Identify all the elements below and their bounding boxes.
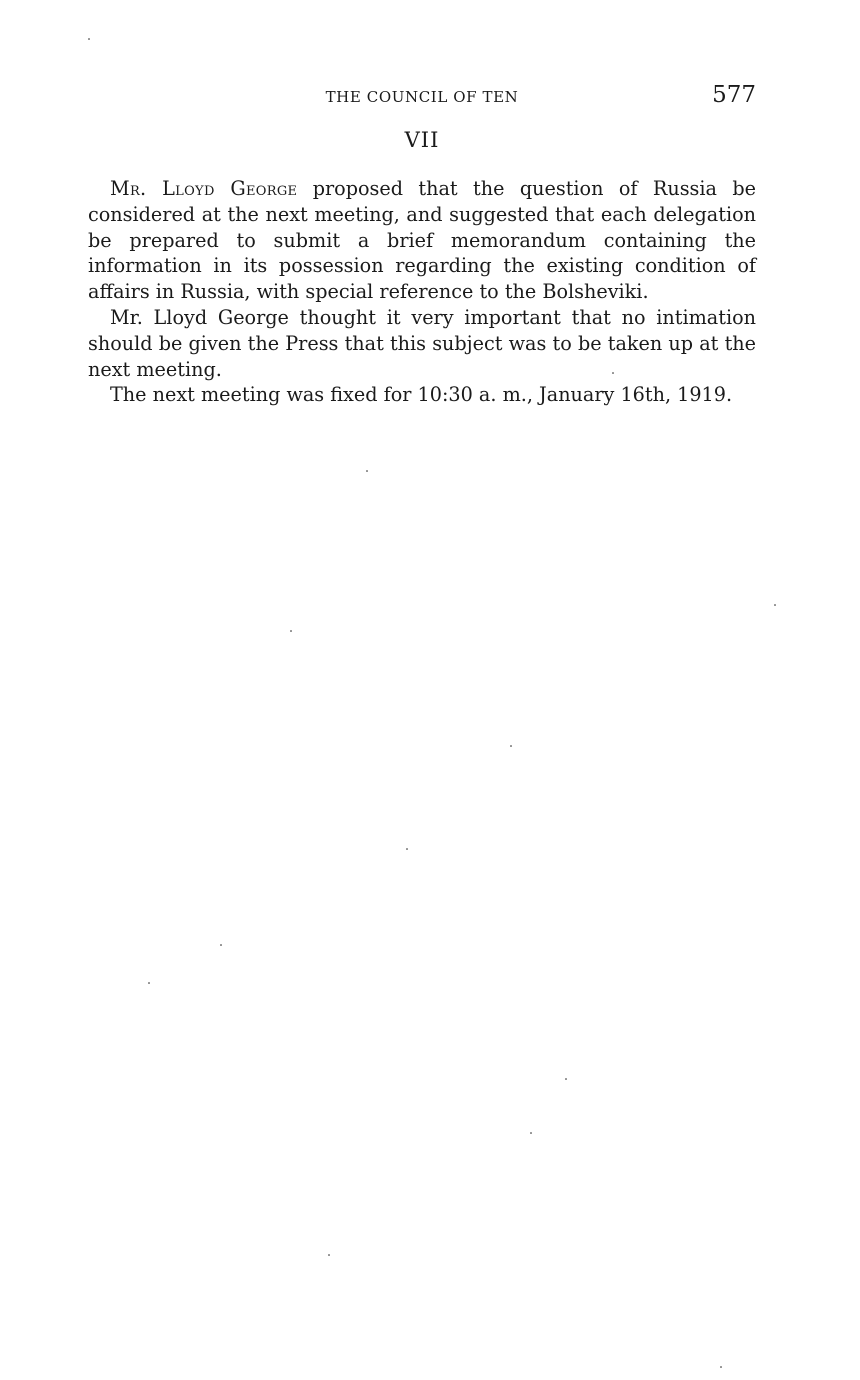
paragraph-3: The next meeting was fixed for 10:30 a. m., January 16th, 1919. [110,383,733,407]
scan-speck [290,630,292,632]
paragraph-1 [88,176,756,305]
scan-speck [88,38,90,40]
scan-speck [720,1366,722,1368]
page-number: 577 [712,82,756,108]
scan-speck [406,848,408,850]
paragraph-2: Mr. Lloyd George thought it very important that no intimation should be given the Press that this subject was to be taken up at the next meeting. [88,305,756,381]
running-header [88,84,756,114]
scan-speck [510,745,512,747]
body-text [88,176,756,408]
paragraph-1-text: proposed that the question of Russia be considered at the next meeting, and suggested that each delegation be prepared to submit a brief memorandum containing the information in its possession regarding the existing condition of affairs in Russia, with special reference to the Bolsheviki. [88,177,756,304]
speaker-name: Mr. Lloyd George [110,177,298,200]
scan-speck [774,604,776,606]
scan-speck [530,1132,532,1134]
scan-speck [220,944,222,946]
scan-speck [328,1254,330,1256]
scan-speck [148,982,150,984]
scan-speck [366,470,368,472]
section-heading: VII [404,128,440,152]
scan-speck [612,372,614,374]
scan-speck [565,1078,567,1080]
running-title: THE COUNCIL OF TEN [325,88,519,106]
